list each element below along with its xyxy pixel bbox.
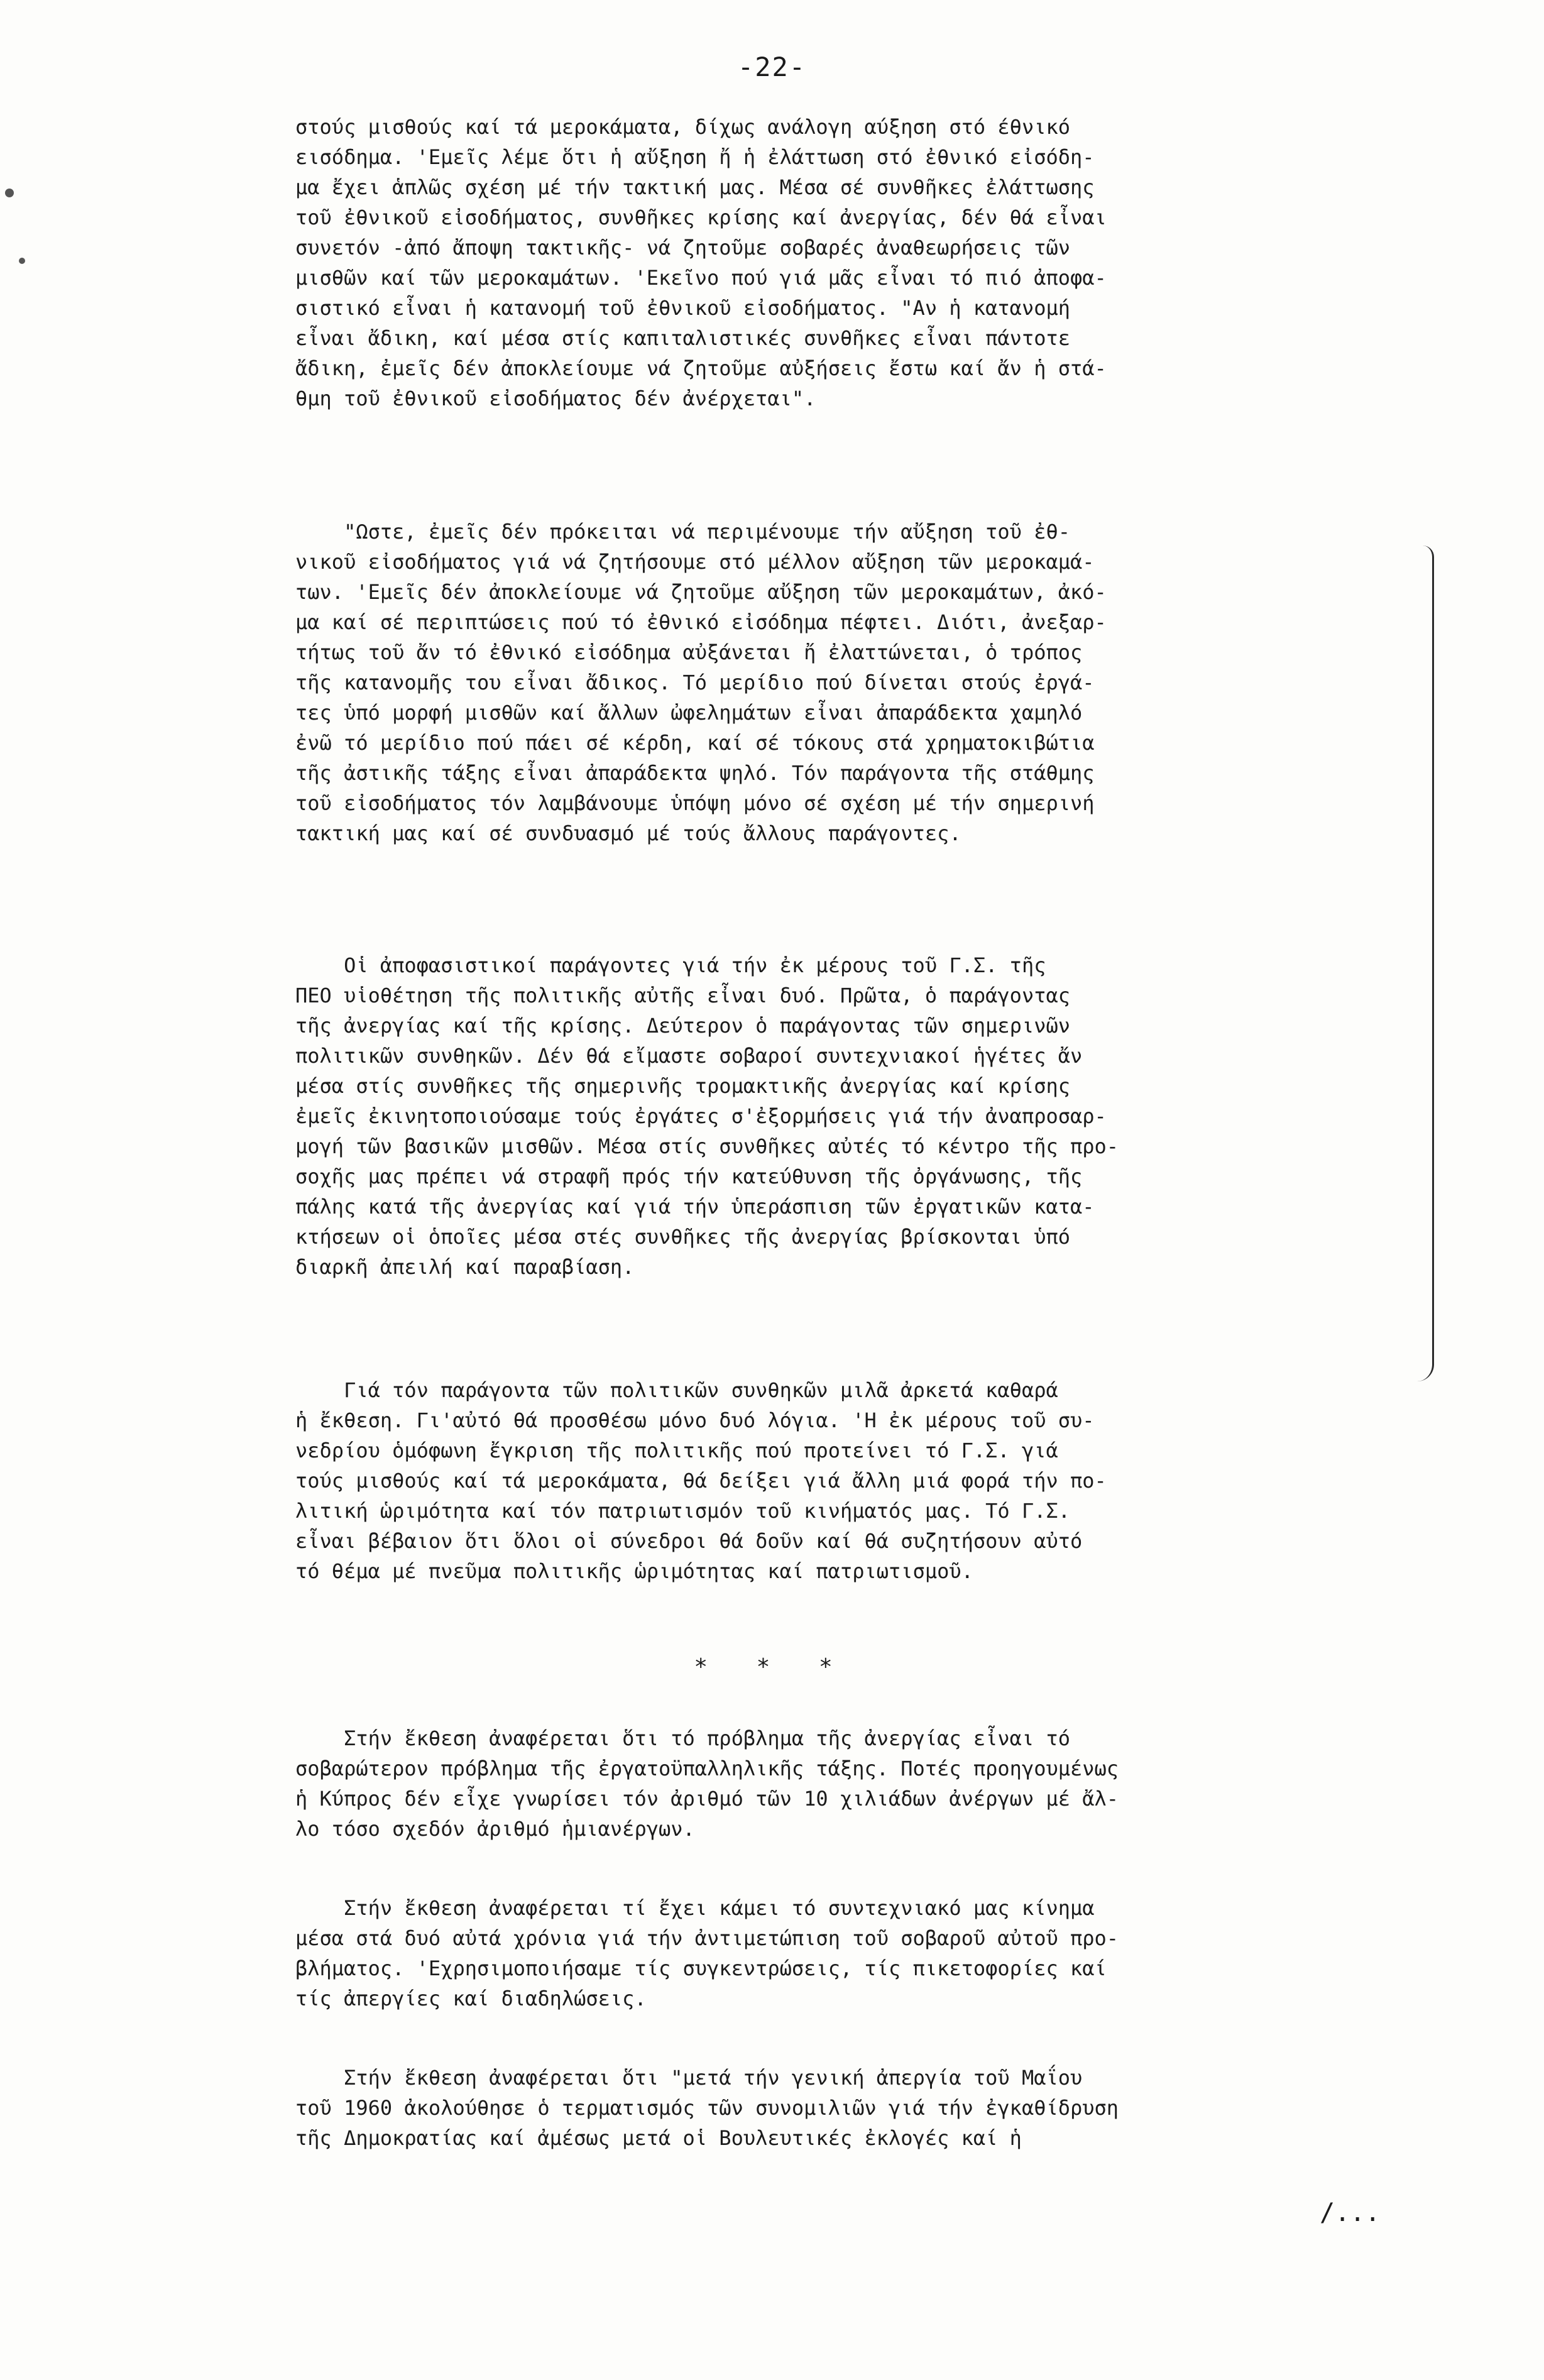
text-line: τες ὑπό μορφή μισθῶν καί ἄλλων ὠφελημάτων εἶναι ἀπαράδεκτα χαμηλό: [295, 701, 1083, 725]
text-line: μέσα στά δυό αὐτά χρόνια γιά τήν ἀντιμετώπιση τοῦ σοβαροῦ αὐτοῦ προ-: [295, 1926, 1119, 1950]
text-line: ἄδικη, ἐμεῖς δέν ἀποκλείουμε νά ζητοῦμε αὐξήσεις ἔστω καί ἄν ἡ στά-: [295, 356, 1107, 380]
text-line: ΠΕΟ υἱοθέτηση τῆς πολιτικῆς αὐτῆς εἶναι δυό. Πρῶτα, ὁ παράγοντας: [295, 984, 1070, 1007]
text-line: μα ἔχει ἁπλῶς σχέση μέ τήν τακτική μας. Μέσα σέ συνθῆκες ἐλάττωσης: [295, 175, 1095, 199]
text-line: ἡ Κύπρος δέν εἶχε γνωρίσει τόν ἀριθμό τῶν 10 χιλιάδων ἀνέργων μέ ἄλ-: [295, 1787, 1119, 1811]
text-line: των. 'Εμεῖς δέν ἀποκλείουμε νά ζητοῦμε αὔξηση τῶν μεροκαμάτων, ἀκό-: [295, 580, 1107, 604]
continuation-mark: /...: [1320, 2198, 1381, 2227]
text-line: μογή τῶν βασικῶν μισθῶν. Μέσα στίς συνθῆκες αὐτές τό κέντρο τῆς προ-: [295, 1134, 1119, 1158]
text-line: τῆς Δημοκρατίας καί ἀμέσως μετά οἱ Βουλευτικές ἐκλογές καί ἡ: [295, 2126, 1022, 2150]
text-line: τίς ἀπεργίες καί διαδηλώσεις.: [295, 1987, 647, 2010]
text-line: εἶναι βέβαιον ὅτι ὅλοι οἱ σύνεδροι θά δοῦν καί θά συζητήσουν αὐτό: [295, 1529, 1083, 1553]
paragraph-7: [295, 2063, 1420, 2153]
text-line: στούς μισθούς καί τά μεροκάματα, δίχως ανάλογη αύξηση στό έθνικό: [295, 115, 1070, 139]
text-line: Στήν ἔκθεση ἀναφέρεται ὅτι "μετά τήν γενική ἀπεργία τοῦ Μαΐου: [295, 2066, 1083, 2090]
text-line: εἶναι ἄδικη, καί μέσα στίς καπιταλιστικές συνθῆκες εἶναι πάντοτε: [295, 326, 1070, 350]
text-line: τήτως τοῦ ἄν τό ἐθνικό εἰσόδημα αὐξάνεται ἤ ἐλαττώνεται, ὁ τρόπος: [295, 640, 1083, 664]
text-line: τοῦ εἰσοδήματος τόν λαμβάνουμε ὑπόψη μόνο σέ σχέση μέ τήν σημερινή: [295, 791, 1095, 815]
text-line: λιτική ὡριμότητα καί τόν πατριωτισμόν τοῦ κινήματός μας. Τό Γ.Σ.: [295, 1499, 1070, 1523]
margin-bracket-mark: [1417, 546, 1434, 1381]
page-number: -22-: [737, 52, 807, 82]
text-line: Στήν ἔκθεση ἀναφέρεται ὅτι τό πρόβλημα τῆς ἀνεργίας εἶναι τό: [295, 1726, 1070, 1750]
text-line: λο τόσο σχεδόν ἀριθμό ἡμιανέργων.: [295, 1817, 695, 1841]
paragraph-6: [295, 1893, 1420, 2014]
text-line: τούς μισθούς καί τά μεροκάματα, θά δείξει γιά ἄλλη μιά φορά τήν πο-: [295, 1469, 1107, 1493]
paragraph-4: [295, 1375, 1420, 1586]
text-line: σοβαρώτερον πρόβλημα τῆς ἐργατοϋπαλληλικῆς τάξης. Ποτές προηγουμένως: [295, 1757, 1119, 1780]
text-line: εισόδημα. 'Εμεῖς λέμε ὅτι ἡ αὔξηση ἤ ἡ ἐλάττωση στό ἐθνικό εἰσόδη-: [295, 145, 1095, 169]
text-line: ἡ ἔκθεση. Γι'αὐτό θά προσθέσω μόνο δυό λόγια. 'Η ἐκ μέρους τοῦ συ-: [295, 1408, 1095, 1432]
text-line: Οἱ ἀποφασιστικοί παράγοντες γιά τήν ἐκ μέρους τοῦ Γ.Σ. τῆς: [295, 953, 1046, 977]
paragraph-1: [295, 112, 1420, 414]
text-line: νικοῦ εἰσοδήματος γιά νά ζητήσουμε στό μέλλον αὔξηση τῶν μεροκαμά-: [295, 550, 1095, 574]
text-line: Γιά τόν παράγοντα τῶν πολιτικῶν συνθηκῶν μιλᾶ ἀρκετά καθαρά: [295, 1378, 1058, 1402]
text-line: "Ωστε, ἐμεῖς δέν πρόκειται νά περιμένουμε τήν αὔξηση τοῦ ἐθ-: [295, 520, 1070, 544]
text-line: σιστικό εἶναι ἡ κατανομή τοῦ ἐθνικοῦ εἰσοδήματος. "Αν ἡ κατανομή: [295, 296, 1070, 320]
paragraph-2: [295, 517, 1420, 848]
text-line: ἐνῶ τό μερίδιο πού πάει σέ κέρδη, καί σέ τόκους στά χρηματοκιβώτια: [295, 731, 1095, 755]
text-line: τοῦ 1960 ἀκολούθησε ὁ τερματισμός τῶν συνομιλιῶν γιά τήν ἐγκαθίδρυση: [295, 2096, 1119, 2120]
text-line: κτήσεων οἱ ὁποῖες μέσα στές συνθῆκες τῆς ἀνεργίας βρίσκονται ὑπό: [295, 1225, 1070, 1249]
punch-hole-mark: [19, 258, 25, 264]
text-line: μισθῶν καί τῶν μεροκαμάτων. 'Εκεῖνο πού γιά μᾶς εἶναι τό πιό ἀποφα-: [295, 266, 1107, 290]
paragraph-5: [295, 1723, 1420, 1844]
text-line: μέσα στίς συνθῆκες τῆς σημερινῆς τρομακτικῆς ἀνεργίας καί κρίσης: [295, 1074, 1070, 1098]
text-line: συνετόν -ἀπό ἄποψη τακτικῆς- νά ζητοῦμε σοβαρές ἀναθεωρήσεις τῶν: [295, 236, 1070, 260]
text-line: τῆς κατανομῆς του εἶναι ἄδικος. Τό μερίδιο πού δίνεται στούς ἐργά-: [295, 671, 1095, 694]
punch-hole-mark: [5, 189, 14, 197]
text-line: πολιτικῶν συνθηκῶν. Δέν θά εἴμαστε σοβαροί συντεχνιακοί ἡγέτες ἄν: [295, 1044, 1083, 1068]
text-line: τακτική μας καί σέ συνδυασμό μέ τούς ἄλλους παράγοντες.: [295, 821, 961, 845]
text-line: ἐμεῖς ἐκινητοποιούσαμε τούς ἐργάτες σ'ἐξορμήσεις γιά τήν ἀναπροσαρ-: [295, 1104, 1107, 1128]
text-line: διαρκῆ ἀπειλή καί παραβίαση.: [295, 1255, 635, 1279]
text-line: νεδρίου ὁμόφωνη ἔγκριση τῆς πολιτικῆς πού προτείνει τό Γ.Σ. γιά: [295, 1439, 1058, 1462]
text-line: μα καί σέ περιπτώσεις πού τό ἐθνικό εἰσόδημα πέφτει. Διότι, ἀνεξαρ-: [295, 610, 1107, 634]
text-line: Στήν ἔκθεση ἀναφέρεται τί ἔχει κάμει τό συντεχνιακό μας κίνημα: [295, 1896, 1095, 1920]
text-line: θμη τοῦ ἐθνικοῦ εἰσοδήματος δέν ἀνέρχεται".: [295, 387, 816, 410]
text-line: τό θέμα μέ πνεῦμα πολιτικῆς ὡριμότητας καί πατριωτισμοῦ.: [295, 1559, 973, 1583]
text-line: βλήματος. 'Εχρησιμοποιήσαμε τίς συγκεντρώσεις, τίς πικετοφορίες καί: [295, 1956, 1107, 1980]
text-line: σοχῆς μας πρέπει νά στραφῆ πρός τήν κατεύθυνση τῆς ὀργάνωσης, τῆς: [295, 1165, 1083, 1188]
text-line: τοῦ ἐθνικοῦ εἰσοδήματος, συνθῆκες κρίσης καί ἀνεργίας, δέν θά εἶναι: [295, 206, 1107, 229]
text-line: τῆς ἀστικῆς τάξης εἶναι ἀπαράδεκτα ψηλό. Τόν παράγοντα τῆς στάθμης: [295, 761, 1095, 785]
paragraph-3: [295, 950, 1420, 1282]
section-separator: * * *: [694, 1654, 850, 1680]
text-line: τῆς ἀνεργίας καί τῆς κρίσης. Δεύτερον ὁ παράγοντας τῶν σημερινῶν: [295, 1014, 1070, 1038]
text-line: πάλης κατά τῆς ἀνεργίας καί γιά τήν ὑπεράσπιση τῶν ἐργατικῶν κατα-: [295, 1195, 1095, 1219]
